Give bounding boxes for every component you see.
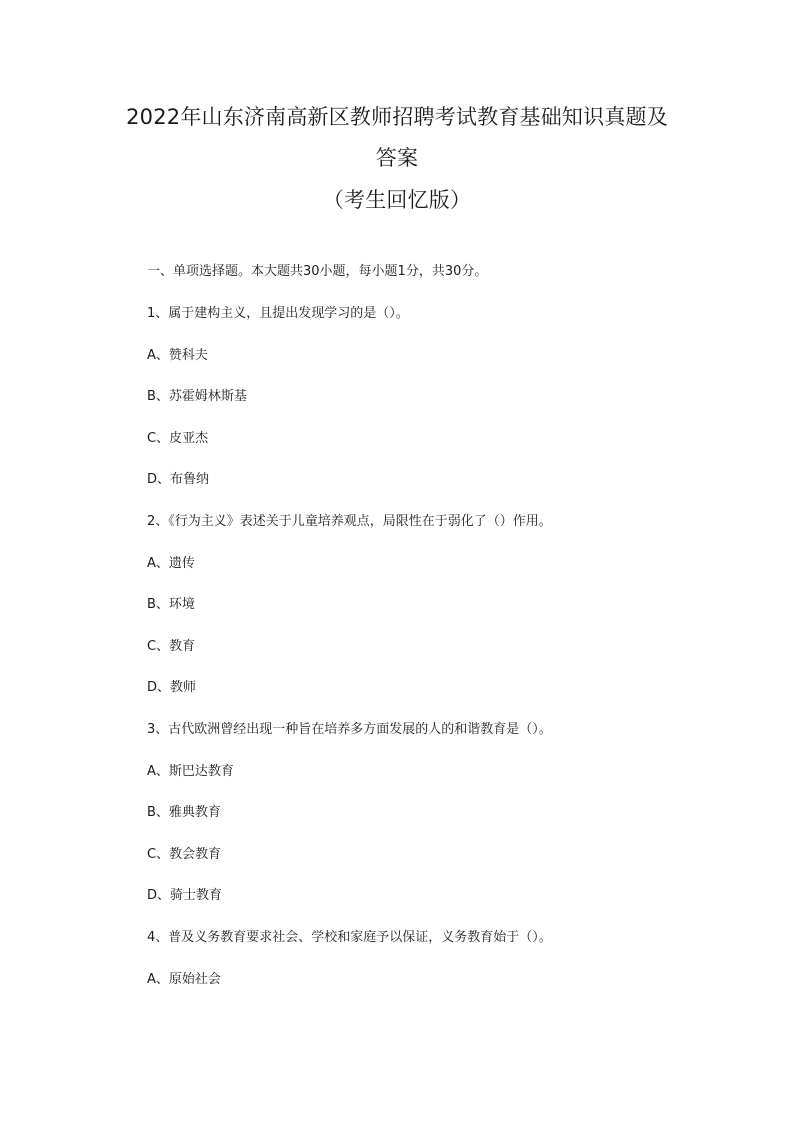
question-1-option-c: C、皮亚杰 — [147, 431, 209, 446]
question-2-option-c: C、教育 — [147, 639, 196, 654]
question-2-stem: 2、《行为主义》表述关于儿童培养观点，局限性在于弱化了（）作用。 — [147, 514, 552, 529]
question-1-option-a: A、赞科夫 — [147, 348, 208, 363]
document-title-line-1: 2022年山东济南高新区教师招聘考试教育基础知识真题及 — [126, 105, 668, 129]
question-3-option-b: B、雅典教育 — [147, 805, 221, 820]
question-1-option-b: B、苏霍姆林斯基 — [147, 389, 247, 404]
question-3-option-c: C、教会教育 — [147, 847, 222, 862]
question-2-option-d: D、教师 — [147, 680, 197, 695]
question-4-stem: 4、普及义务教育要求社会、学校和家庭予以保证，义务教育始于（）。 — [147, 930, 552, 945]
question-4-option-a: A、原始社会 — [147, 972, 221, 987]
question-2-option-a: A、遗传 — [147, 556, 195, 571]
question-1-stem: 1、属于建构主义，且提出发现学习的是（）。 — [147, 306, 409, 321]
document-title-line-2: 答案 — [375, 146, 419, 170]
question-3-option-d: D、骑士教育 — [147, 888, 223, 903]
document-subtitle: （考生回忆版） — [322, 188, 472, 212]
question-2-option-b: B、环境 — [147, 597, 195, 612]
question-1-option-d: D、布鲁纳 — [147, 472, 210, 487]
question-3-stem: 3、古代欧洲曾经出现一种旨在培养多方面发展的人的和谐教育是（）。 — [147, 722, 552, 737]
section-heading: 一、单项选择题。本大题共30小题，每小题1分，共30分。 — [147, 264, 488, 279]
question-3-option-a: A、斯巴达教育 — [147, 764, 234, 779]
